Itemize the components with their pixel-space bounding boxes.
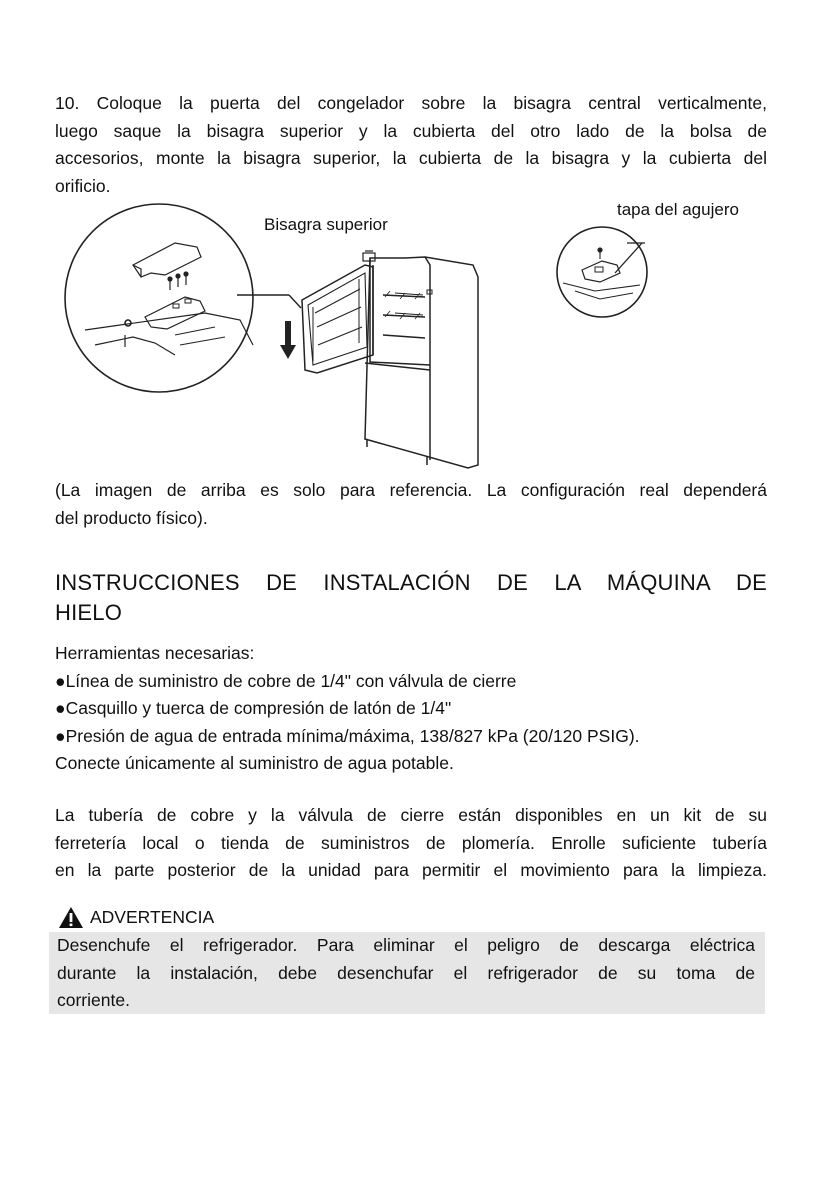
step-10-line: orificio.	[55, 175, 111, 196]
label-hole-cover: tapa del agujero	[617, 200, 739, 219]
tool-bullet: ●Presión de agua de entrada mínima/máxima, 138/827 kPa (20/120 PSIG).	[55, 725, 640, 746]
warning-line: Desenchufe el refrigerador. Para eliminar el peligro de descarga eléctrica	[57, 935, 755, 955]
refrigerator-drawing	[280, 251, 478, 468]
paragraph-line: en la parte posterior de la unidad para permitir el movimiento para la limpieza.	[55, 860, 767, 880]
refrigerator-illustration	[55, 195, 767, 477]
step-10-line: 10. Coloque la puerta del congelador sobre la bisagra central verticalmente,	[55, 93, 767, 113]
tubing-paragraph	[55, 802, 767, 885]
step-10-line: luego saque la bisagra superior y la cubierta del otro lado de la bolsa de	[55, 120, 767, 141]
tool-bullet: ●Línea de suministro de cobre de 1/4" con válvula de cierre	[55, 670, 517, 691]
section-title-line: HIELO	[55, 600, 123, 625]
warning-line: corriente.	[57, 990, 130, 1010]
section-title-line: INSTRUCCIONES DE INSTALACIÓN DE LA MÁQUINA DE	[55, 570, 767, 595]
ice-maker-section-title	[55, 568, 767, 628]
hinge-installation-figure	[55, 195, 767, 477]
warning-header	[58, 902, 214, 932]
paragraph-line: ferretería local o tienda de suministros de plomería. Enrolle suficiente tubería	[55, 832, 767, 853]
warning-line: durante la instalación, debe desenchufar el refrigerador de su toma de	[57, 962, 755, 983]
note-line: del producto físico).	[55, 507, 208, 528]
hole-cover-detail-circle	[557, 227, 647, 317]
potable-water-note: Conecte únicamente al suministro de agua potable.	[55, 753, 454, 773]
reference-note	[55, 477, 767, 532]
label-top-hinge: Bisagra superior	[264, 215, 388, 234]
step-10-paragraph	[55, 90, 767, 200]
tool-bullet: ●Casquillo y tuerca de compresión de latón de 1/4"	[55, 698, 452, 718]
warning-text	[57, 932, 755, 1015]
paragraph-line: La tubería de cobre y la válvula de cierre están disponibles en un kit de su	[55, 805, 767, 825]
step-10-line: accesorios, monte la bisagra superior, la cubierta de la bisagra y la cubierta del	[55, 148, 767, 168]
warning-title: ADVERTENCIA	[90, 906, 215, 927]
tools-list	[55, 640, 767, 778]
note-line: (La imagen de arriba es solo para referencia. La configuración real dependerá	[55, 480, 767, 500]
warning-box	[49, 932, 765, 1014]
tools-heading: Herramientas necesarias:	[55, 643, 255, 663]
warning-triangle-icon	[58, 906, 84, 929]
